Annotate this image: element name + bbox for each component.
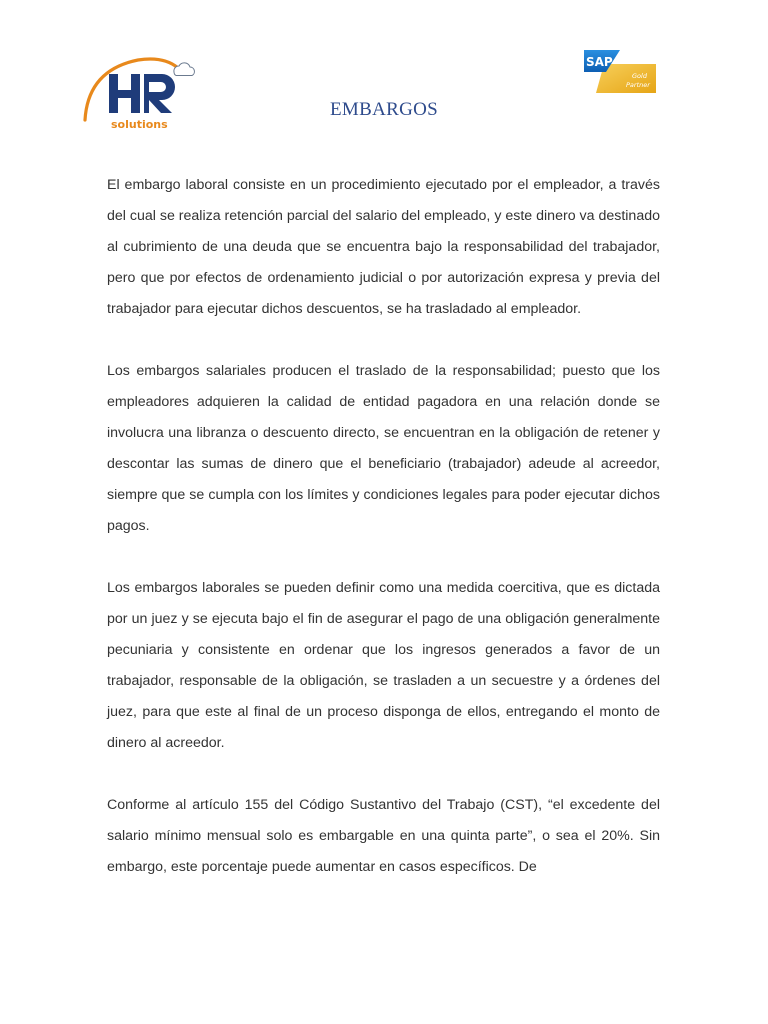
sap-gold-partner-logo: [584, 50, 656, 95]
document-body: [107, 170, 660, 914]
paragraph-1: El embargo laboral consiste en un procedimiento ejecutado por el empleador, a través del cual se realiza retención parcial del salario del empleado, y este dinero va destinado al cubrimiento de una deuda que se encuentra bajo la responsabilidad del trabajador, pero que por efectos de ordenamiento judicial o por autorización expresa y previa del trabajador para ejecutar dichos descuentos, se ha trasladado al empleador.: [107, 177, 660, 317]
sap-badge-partner: Partner: [626, 81, 650, 89]
paragraph-4: Conforme al artículo 155 del Código Sustantivo del Trabajo (CST), “el excedente del salario mínimo mensual solo es embargable en una quinta parte”, o sea el 20%. Sin embargo, este porcentaje puede aumentar en casos específicos. De: [107, 797, 660, 875]
paragraph-2: Los embargos salariales producen el traslado de la responsabilidad; puesto que los empleadores adquieren la calidad de entidad pagadora en una relación donde se involucra una libranza o descuento directo, se encuentran en la obligación de retener y descontar las sumas de dinero que el beneficiario (trabajador) adeude al acreedor, siempre que se cumpla con los límites y condiciones legales para poder ejecutar dichos pagos.: [107, 363, 660, 534]
hr-solutions-logo: [80, 52, 198, 134]
document-title: EMBARGOS: [330, 99, 438, 120]
sap-badge-gold: Gold: [632, 72, 647, 80]
paragraph-3: Los embargos laborales se pueden definir como una medida coercitiva, que es dictada por un juez y se ejecuta bajo el fin de asegurar el pago de una obligación generalmente pecuniaria y consistente en ordenar que los ingresos generados a favor de un trabajador, responsable de la obligación, se trasladen a un secuestre y a órdenes del juez, para que este al final de un proceso disponga de ellos, entregando el monto de dinero al acreedor.: [107, 580, 660, 751]
logo-solutions-label: solutions: [111, 118, 168, 131]
sap-brand-text: SAP: [586, 55, 613, 69]
